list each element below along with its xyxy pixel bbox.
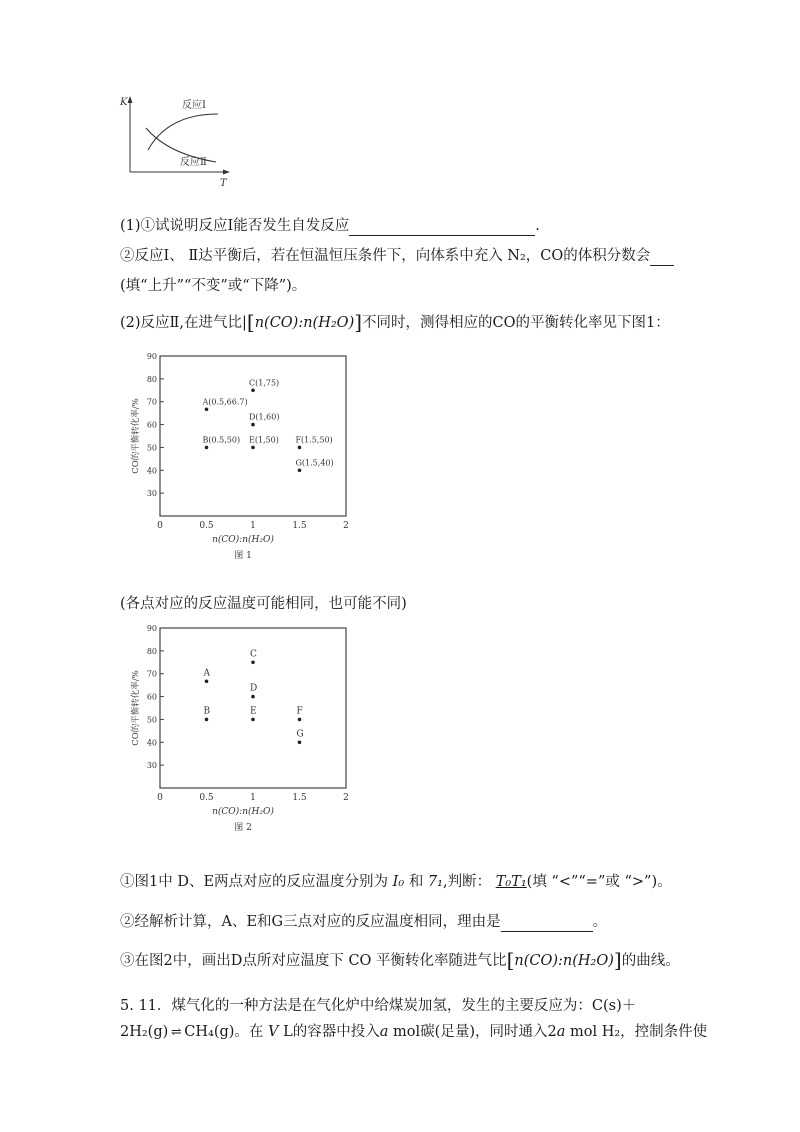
temperature-compare: T₀T₁ <box>495 874 527 890</box>
fig2-point <box>298 740 302 744</box>
question-2-1-judge: ,判断： <box>442 874 492 890</box>
bracket-right: ] <box>354 310 363 334</box>
volume-symbol: V <box>268 1024 279 1040</box>
fig2-y-tick-label: 80 <box>146 646 157 656</box>
fig1-point-label: G(1.5,40) <box>295 458 334 468</box>
fig1-point <box>298 446 302 450</box>
fig1-point-label: A(0.5,66.7) <box>202 397 248 407</box>
fig1-x-tick-label: 1.5 <box>292 521 307 531</box>
question-2-2 <box>120 912 607 932</box>
fig2-point-label: A <box>203 668 210 679</box>
fig1-y-tick-label: 40 <box>146 466 157 476</box>
feed-ratio-expression: n(CO):n(H₂O) <box>254 315 355 331</box>
fig1-y-tick-label: 70 <box>146 397 157 407</box>
amount-symbol-a-2: a <box>556 1024 566 1040</box>
fig1-point <box>298 468 302 472</box>
fig2-x-tick-label: 0.5 <box>199 793 214 803</box>
question-1-1-period: . <box>535 218 540 234</box>
fig1-point-label: B(0.5,50) <box>202 435 241 445</box>
question-1-1-text: (1)①试说明反应Ⅰ能否发生自发反应 <box>120 218 350 234</box>
amount-symbol-a: a <box>379 1024 389 1040</box>
fig2-title: 图 2 <box>234 823 252 833</box>
question-2-3-end: 的曲线。 <box>621 953 680 969</box>
question-5-reactant: 2H₂(g) <box>120 1024 169 1040</box>
fig2-x-tick-label: 2 <box>343 793 349 803</box>
question-1-3-text: (填“上升”“不变”或“下降”)。 <box>120 278 307 294</box>
question-2-1-and: 和 <box>408 874 424 890</box>
t-axis-label: T <box>220 178 227 189</box>
fig2-y-tick-label: 90 <box>146 624 157 633</box>
question-5-text-c: L的容器中投入 <box>283 1024 380 1040</box>
answer-blank-3[interactable] <box>501 915 593 932</box>
fig1-title: 图 1 <box>234 551 252 561</box>
fig2-y-tick-label: 40 <box>146 738 157 748</box>
note-line <box>120 594 407 614</box>
fig2-point <box>251 660 255 664</box>
fig1-y-tick-label: 30 <box>146 489 157 499</box>
question-2-1-fill: (填 “<”“=”或 “>”)。 <box>526 874 672 890</box>
fig2-point-label: B <box>203 706 211 717</box>
bracket-left-2: [ <box>506 948 515 972</box>
bracket-left: [ <box>246 310 255 334</box>
question-5-text-1: 5. 11．煤气化的一种方法是在气化炉中给煤炭加氢，发生的主要反应为：C(s)＋ <box>120 998 637 1014</box>
reaction-1-label: 反应Ⅰ <box>182 100 206 111</box>
question-5-line-1 <box>120 996 636 1016</box>
fig1-point-label: E(1,50) <box>249 435 279 445</box>
question-2-1-text-a: ①图1中 D、E两点对应的反应温度分别为 <box>120 874 389 890</box>
fig1-point <box>205 446 209 450</box>
fig2-point <box>205 679 209 683</box>
fig1-point <box>251 446 255 450</box>
temperature-71: 7₁ <box>427 874 443 890</box>
fig2-point-label: G <box>296 729 304 740</box>
figure-2-chart <box>118 622 358 834</box>
question-5-product: CH₄(g)。在 <box>184 1024 264 1040</box>
fig1-point <box>251 423 255 427</box>
question-2-text-a: (2)反应Ⅱ,在进气比| <box>120 315 247 331</box>
question-5-line-2 <box>120 1022 707 1042</box>
question-5-text-d: mol碳(足量)，同时通入2 <box>393 1024 557 1040</box>
question-1-2-text: ②反应Ⅰ、 Ⅱ达平衡后，若在恒温恒压条件下，向体系中充入 N₂，CO的体积分数会 <box>120 248 651 264</box>
fig2-point-label: E <box>250 706 257 717</box>
fig1-x-tick-label: 2 <box>343 521 349 531</box>
fig1-point-label: D(1,60) <box>249 412 280 422</box>
fig2-x-tick-label: 1 <box>250 793 256 803</box>
t-axis-arrow <box>223 170 230 175</box>
equilibrium-arrow-icon: ⇌ <box>170 1024 182 1040</box>
reaction-2-label: 反应Ⅱ <box>180 157 207 168</box>
fig1-x-tick-label: 0 <box>157 521 163 531</box>
fig2-point-label: C <box>250 649 257 660</box>
fig1-x-tick-label: 1 <box>250 521 256 531</box>
fig2-point <box>251 718 255 722</box>
fig1-point <box>205 407 209 411</box>
question-1-1 <box>120 216 540 236</box>
fig2-point <box>298 718 302 722</box>
fig2-y-tick-label: 50 <box>146 715 157 725</box>
figure-1-chart <box>118 350 358 572</box>
question-2-2-end: 。 <box>592 914 608 930</box>
question-2-3 <box>120 950 680 971</box>
fig2-point <box>251 695 255 699</box>
question-2-intro <box>120 312 670 333</box>
fig1-point <box>251 388 255 392</box>
fig2-y-tick-label: 70 <box>146 669 157 679</box>
k-axis-label: K <box>120 97 128 108</box>
fig2-x-axis-label: n(CO):n(H₂O) <box>212 807 274 817</box>
fig2-y-tick-label: 60 <box>146 692 157 702</box>
fig2-x-tick-label: 0 <box>157 793 163 803</box>
fig1-y-tick-label: 90 <box>146 352 157 361</box>
fig1-point-label: F(1.5,50) <box>295 435 333 445</box>
question-2-text-b: 不同时，测得相应的CO的平衡转化率见下图1： <box>362 315 670 331</box>
fig1-x-axis-label: n(CO):n(H₂O) <box>212 535 274 545</box>
answer-blank-2[interactable] <box>650 249 674 266</box>
question-5-text-e: mol H₂，控制条件使 <box>569 1024 708 1040</box>
fig1-x-tick-label: 0.5 <box>199 521 214 531</box>
fig2-y-tick-label: 30 <box>146 761 157 771</box>
answer-blank-1[interactable] <box>349 219 535 236</box>
fig1-y-tick-label: 60 <box>146 420 157 430</box>
temperature-i0: I₀ <box>392 874 405 890</box>
note-text: (各点对应的反应温度可能相同，也可能不同) <box>120 596 407 612</box>
question-2-2-text: ②经解析计算，A、E和G三点对应的反应温度相同，理由是 <box>120 914 501 930</box>
fig2-point-label: F <box>296 706 303 717</box>
question-1-2 <box>120 246 674 266</box>
k-t-graph <box>118 92 238 192</box>
feed-ratio-expression-2: n(CO):n(H₂O) <box>514 953 614 969</box>
question-2-3-text: ③在图2中，画出D点所对应温度下 CO 平衡转化率随进气比 <box>120 953 507 969</box>
bracket-right-2: ] <box>613 948 622 972</box>
reaction-1-curve <box>148 114 218 150</box>
fig1-y-tick-label: 80 <box>146 374 157 384</box>
fig1-point-label: C(1,75) <box>249 378 280 388</box>
fig2-point-label: D <box>250 683 258 694</box>
fig2-y-axis-label: CO的平衡转化率/% <box>131 670 141 746</box>
k-axis-arrow <box>128 96 133 103</box>
fig2-x-tick-label: 1.5 <box>292 793 307 803</box>
question-1-3 <box>120 276 306 296</box>
fig1-y-tick-label: 50 <box>146 443 157 453</box>
fig2-point <box>205 718 209 722</box>
fig1-y-axis-label: CO的平衡转化率/% <box>131 398 141 474</box>
question-2-1 <box>120 872 672 892</box>
